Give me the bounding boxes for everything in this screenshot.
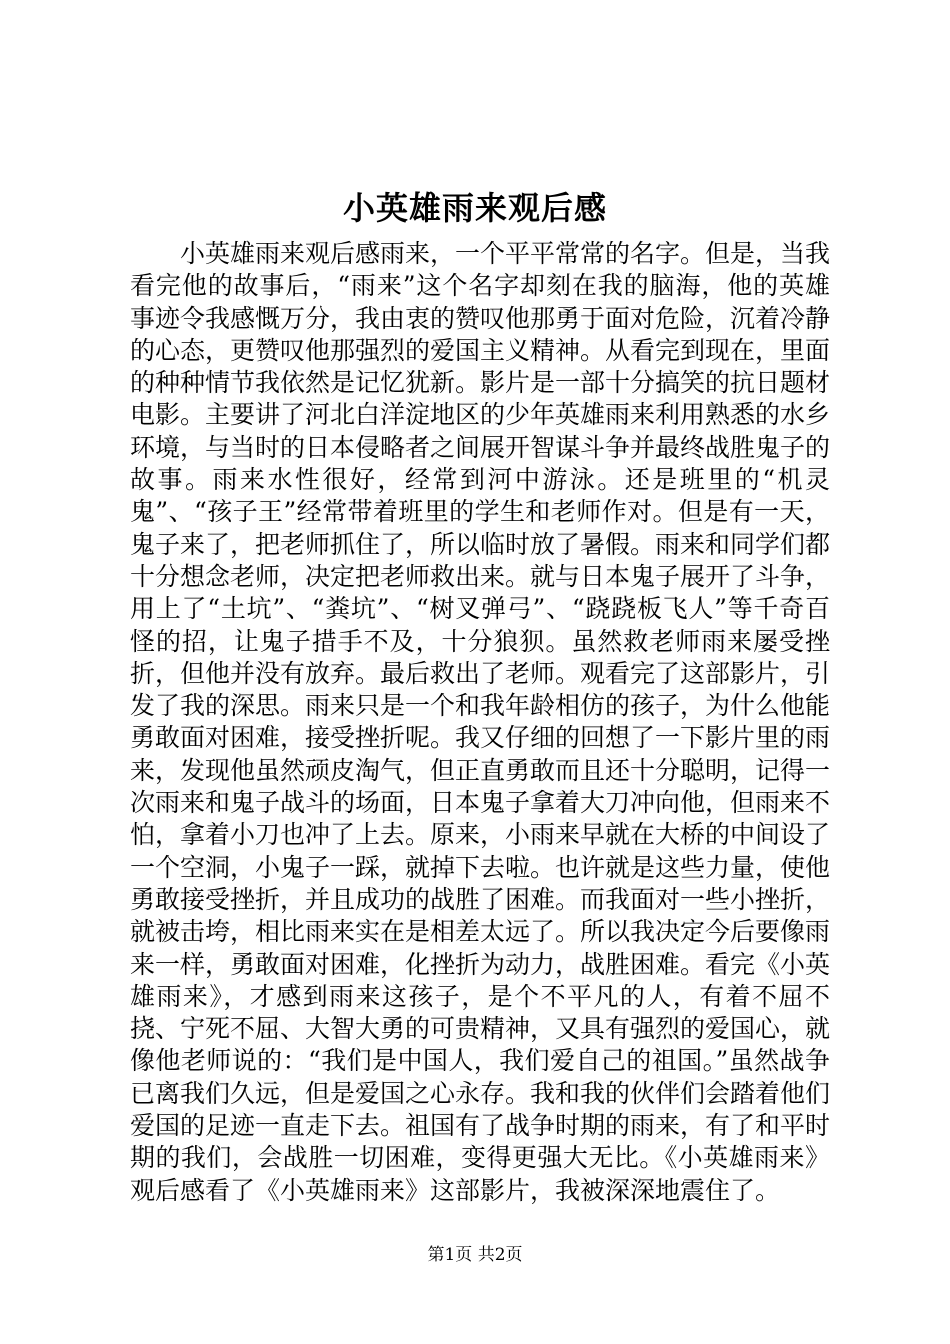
document-body-paragraph: 小英雄雨来观后感雨来，一个平平常常的名字。但是，当我看完他的故事后，“雨来”这个名字却刻在我的脑海，他的英雄事迹令我感慨万分，我由衷的赞叹他那勇于面对危险，沉着冷静的心态，更赞叹他那强烈的爱国主义精神。从看完到现在，里面的种种情节我依然是记忆犹新。影片是一部十分搞笑的抗日题材电影。主要讲了河北白洋淀地区的少年英雄雨来利用熟悉的水乡环境，与当时的日本侵略者之间展开智谋斗争并最终战胜鬼子的故事。雨来水性很好，经常到河中游泳。还是班里的“机灵鬼”、“孩子王”经常带着班里的学生和老师作对。但是有一天，鬼子来了，把老师抓住了，所以临时放了暑假。雨来和同学们都十分想念老师，决定把老师救出来。就与日本鬼子展开了斗争，用上了“土坑”、“粪坑”、“树叉弹弓”、“跷跷板飞人”等千奇百怪的招，让鬼子措手不及，十分狼狈。虽然救老师雨来屡受挫折，但他并没有放弃。最后救出了老师。观看完了这部影片，引发了我的深思。雨来只是一个和我年龄相仿的孩子，为什么他能勇敢面对困难，接受挫折呢。我又仔细的回想了一下影片里的雨来，发现他虽然顽皮淘气，但正直勇敢而且还十分聪明，记得一次雨来和鬼子战斗的场面，日本鬼子拿着大刀冲向他，但雨来不怕，拿着小刀也冲了上去。原来，小雨来早就在大桥的中间设了一个空洞，小鬼子一踩，就掉下去啦。也许就是这些力量，使他勇敢接受挫折，并且成功的战胜了困难。而我面对一些小挫折，就被击垮，相比雨来实在是相差太远了。所以我决定今后要像雨来一样，勇敢面对困难，化挫折为动力，战胜困难。看完《小英雄雨来》，才感到雨来这孩子，是个不平凡的人，有着不屈不挠、宁死不屈、大智大勇的可贵精神，又具有强烈的爱国心，就像他老师说的：“我们是中国人，我们爱自己的祖国。”虽然战争已离我们久远，但是爱国之心永存。我和我的伙伴们会踏着他们爱国的足迹一直走下去。祖国有了战争时期的雨来，有了和平时期的我们，会战胜一切困难，变得更强大无比。《小英雄雨来》观后感看了《小英雄雨来》这部影片，我被深深地震住了。	[130, 239, 831, 1205]
page-number-footer: 第1页 共2页	[427, 1245, 523, 1265]
document-title: 小英雄雨来观后感	[342, 189, 607, 227]
